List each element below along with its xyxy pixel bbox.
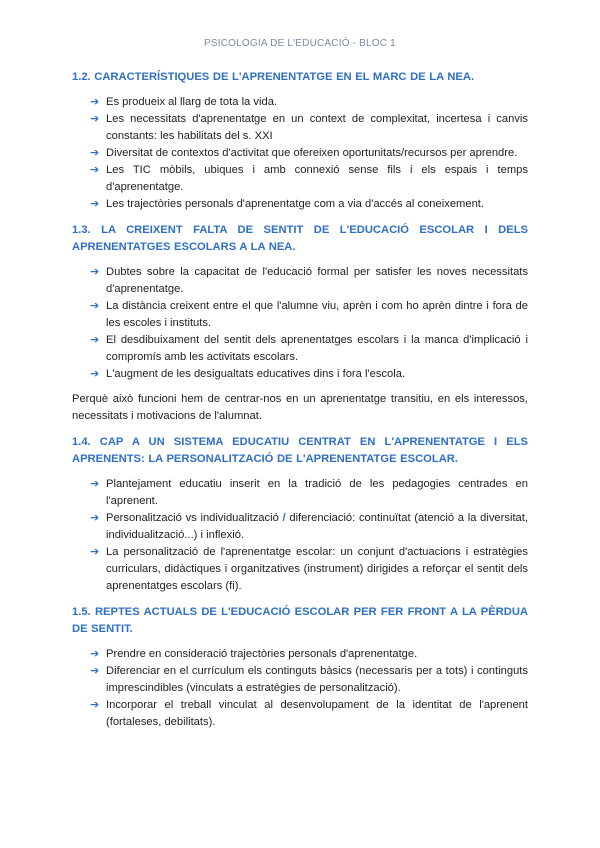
section-title: 1.5. REPTES ACTUALS DE L'EDUCACIÓ ESCOLAR PER FER FRONT A LA PÈRDUA DE SENTIT. bbox=[72, 606, 528, 635]
slash-separator: / bbox=[282, 512, 286, 524]
list-item: ➔ Plantejament educatiu inserit en la tradició de les pedagogies centrades en l'aprenent. bbox=[90, 478, 528, 507]
list-item: ➔ Les TIC mòbils, ubiques i amb connexió sense fils i els espais i temps d'aprenentatge. bbox=[90, 164, 528, 193]
section-title: 1.2. CARACTERÍSTIQUES DE L'APRENENTATGE EN EL MARC DE LA NEA. bbox=[72, 71, 475, 83]
section-1-3 bbox=[72, 222, 528, 425]
list-item: ➔ Personalització vs individualització / diferenciació: continuïtat (atenció a la diversitat, individualització...) i inflexió. bbox=[90, 512, 528, 541]
arrow-right-icon: ➔ bbox=[90, 648, 100, 660]
list-item: ➔ La distància creixent entre el que l'alumne viu, aprèn i com ho aprèn dintre i fora de les escoles i instituts. bbox=[90, 300, 528, 329]
paragraph: Perquè això funcioni hem de centrar-nos en un aprenentatge transitiu, en els interessos, necessitats i motivacions de l'alumnat. bbox=[72, 393, 528, 422]
section-title: 1.4. CAP A UN SISTEMA EDUCATIU CENTRAT EN L'APRENENTATGE I ELS APRENENTS: LA PERSONALITZACIÓ DE L'APRENENTATGE ESCOLAR. bbox=[72, 436, 528, 465]
section-1-4 bbox=[72, 434, 528, 595]
list-item: ➔ Les necessitats d'aprenentatge en un context de complexitat, incertesa i canvis constants: les habilitats del s. XXI bbox=[90, 113, 528, 142]
list-item: ➔ Incorporar el treball vinculat al desenvolupament de la identitat de l'aprenent (fortaleses, debilitats). bbox=[90, 699, 528, 728]
arrow-right-icon: ➔ bbox=[90, 96, 100, 108]
bullet-list bbox=[72, 94, 528, 213]
arrow-right-icon: ➔ bbox=[90, 665, 100, 677]
arrow-right-icon: ➔ bbox=[90, 334, 100, 346]
section-title: 1.3. LA CREIXENT FALTA DE SENTIT DE L'EDUCACIÓ ESCOLAR I DELS APRENENTATGES ESCOLARS A LA NEA. bbox=[72, 224, 528, 253]
arrow-right-icon: ➔ bbox=[90, 368, 100, 380]
arrow-right-icon: ➔ bbox=[90, 546, 100, 558]
list-item: ➔ Les trajectòries personals d'aprenentatge com a via d'accés al coneixement. bbox=[90, 196, 528, 213]
arrow-right-icon: ➔ bbox=[90, 164, 100, 176]
arrow-right-icon: ➔ bbox=[90, 512, 100, 524]
section-1-5 bbox=[72, 604, 528, 731]
list-item: ➔ Prendre en consideració trajectòries personals d'aprenentatge. bbox=[90, 646, 528, 663]
bullet-list bbox=[72, 264, 528, 383]
arrow-right-icon: ➔ bbox=[90, 113, 100, 125]
arrow-right-icon: ➔ bbox=[90, 478, 100, 490]
arrow-right-icon: ➔ bbox=[90, 699, 100, 711]
list-item: ➔ Dubtes sobre la capacitat de l'educació formal per satisfer les noves necessitats d'aprenentatge. bbox=[90, 266, 528, 295]
section-1-2 bbox=[72, 69, 528, 213]
list-item: ➔ L'augment de les desigualtats educatives dins i fora l'escola. bbox=[90, 366, 528, 383]
list-item: ➔ La personalització de l'aprenentatge escolar: un conjunt d'actuacions i estratègies curriculars, didàctiques i organitzatives (instrument) dirigides a reforçar el sentit dels aprenentatges escolars (fi). bbox=[90, 546, 528, 592]
bullet-list bbox=[72, 476, 528, 595]
page-header: PSICOLOGIA DE L'EDUCACIÓ - BLOC 1 bbox=[204, 38, 396, 49]
arrow-right-icon: ➔ bbox=[90, 198, 100, 210]
list-item: ➔ Es produeix al llarg de tota la vida. bbox=[90, 94, 528, 111]
list-item: ➔ Diversitat de contextos d'activitat que ofereixen oportunitats/recursos per aprendre. bbox=[90, 145, 528, 162]
list-item: ➔ Diferenciar en el currículum els continguts bàsics (necessaris per a tots) i continguts imprescindibles (vinculats a estratègies de personalització). bbox=[90, 665, 528, 694]
arrow-right-icon: ➔ bbox=[90, 266, 100, 278]
arrow-right-icon: ➔ bbox=[90, 300, 100, 312]
bullet-list bbox=[72, 646, 528, 731]
arrow-right-icon: ➔ bbox=[90, 147, 100, 159]
list-item: ➔ El desdibuixament del sentit dels aprenentatges escolars i la manca d'implicació i compromís amb les activitats escolars. bbox=[90, 334, 528, 363]
